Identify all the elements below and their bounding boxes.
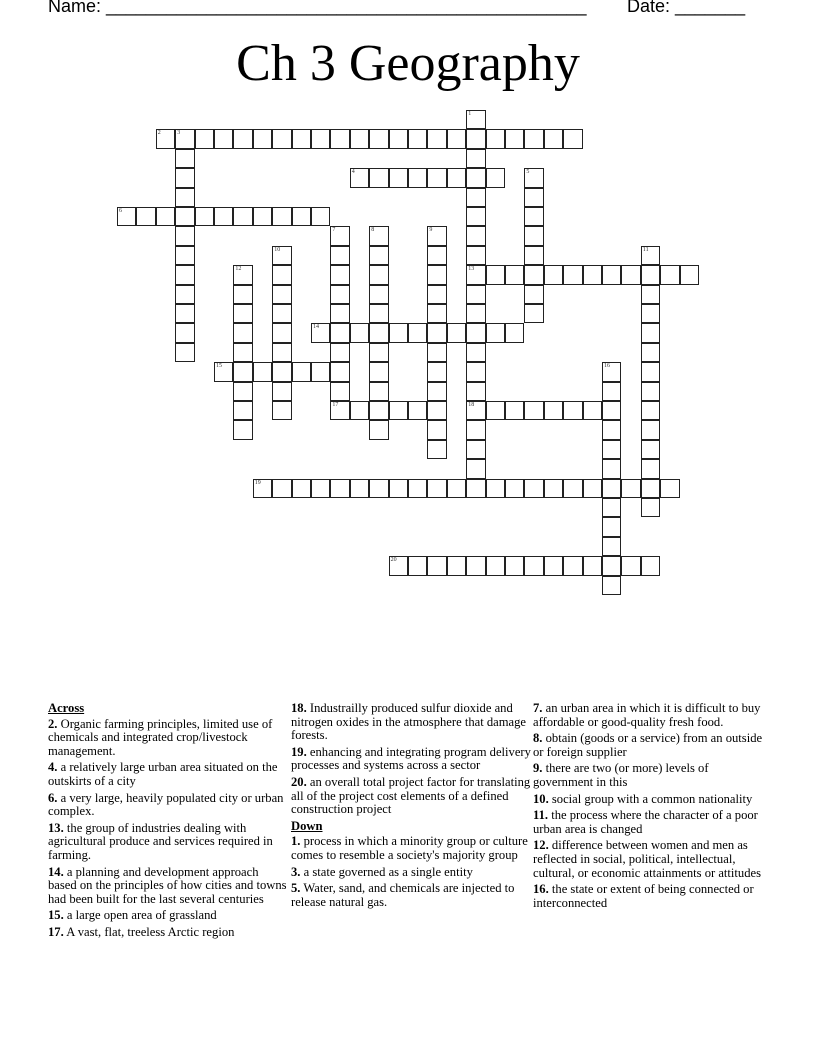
grid-cell[interactable] — [427, 265, 446, 284]
grid-cell[interactable] — [175, 226, 194, 245]
grid-cell[interactable] — [369, 401, 388, 420]
grid-cell[interactable] — [175, 304, 194, 323]
clue-across-17: 17. A vast, flat, treeless Arctic region — [48, 924, 235, 939]
grid-cell[interactable] — [214, 362, 233, 381]
clue-down-16: 16. the state or extent of being connected or interconnected — [533, 882, 754, 910]
grid-cell[interactable] — [156, 129, 175, 148]
grid-cell[interactable] — [466, 129, 485, 148]
grid-cell[interactable] — [253, 479, 272, 498]
grid-cell[interactable] — [311, 362, 330, 381]
grid-cell[interactable] — [505, 479, 524, 498]
grid-cell[interactable] — [466, 420, 485, 439]
clues-column-2 — [291, 702, 531, 912]
grid-cell[interactable] — [292, 207, 311, 226]
date-field[interactable]: Date: _______ — [627, 0, 746, 16]
grid-cell[interactable] — [175, 343, 194, 362]
grid-cell[interactable] — [272, 343, 291, 362]
grid-cell[interactable] — [389, 129, 408, 148]
grid-cell[interactable] — [427, 420, 446, 439]
grid-cell[interactable] — [466, 168, 485, 187]
clue-number: 7 — [332, 227, 336, 234]
grid-cell[interactable] — [544, 479, 563, 498]
grid-cell[interactable] — [350, 129, 369, 148]
grid-cell[interactable] — [447, 168, 466, 187]
grid-cell[interactable] — [602, 420, 621, 439]
grid-cell[interactable] — [427, 479, 446, 498]
grid-cell[interactable] — [175, 265, 194, 284]
grid-cell[interactable] — [641, 440, 660, 459]
grid-cell[interactable] — [447, 479, 466, 498]
grid-cell[interactable] — [466, 479, 485, 498]
grid-cell[interactable] — [292, 362, 311, 381]
grid-cell[interactable] — [272, 362, 291, 381]
grid-cell[interactable] — [466, 440, 485, 459]
grid-cell[interactable] — [583, 265, 602, 284]
grid-cell[interactable] — [524, 304, 543, 323]
across-heading: Across — [48, 701, 85, 715]
grid-cell[interactable] — [466, 459, 485, 478]
page-title: Ch 3 Geography — [236, 35, 580, 92]
clue-number: 15 — [216, 363, 222, 370]
grid-cell[interactable] — [505, 265, 524, 284]
grid-cell[interactable] — [369, 479, 388, 498]
grid-cell[interactable] — [272, 304, 291, 323]
grid-cell[interactable] — [175, 323, 194, 342]
grid-cell[interactable] — [427, 401, 446, 420]
grid-cell[interactable] — [272, 323, 291, 342]
grid-cell[interactable] — [233, 382, 252, 401]
clue-across-20: 20. an overall total project factor for translating all of the project cost elements of a defined construction project — [291, 774, 531, 817]
grid-cell[interactable] — [466, 265, 485, 284]
grid-cell[interactable] — [641, 323, 660, 342]
grid-cell[interactable] — [233, 129, 252, 148]
grid-cell[interactable] — [156, 207, 175, 226]
clue-number: 20 — [390, 557, 397, 564]
grid-cell[interactable] — [408, 129, 427, 148]
grid-cell[interactable] — [486, 401, 505, 420]
grid-cell[interactable] — [233, 285, 252, 304]
clue-across-14: 14. a planning and development approach based on the principles of how cities and towns had been built for the last several centuries — [48, 864, 287, 906]
grid-cell[interactable] — [427, 382, 446, 401]
clue-number: 9 — [429, 227, 433, 234]
grid-cell[interactable] — [427, 129, 446, 148]
clue-down-7: 7. an urban area in which it is difficult to buy affordable or good-quality fresh food. — [533, 701, 761, 729]
clue-number: 16 — [604, 363, 610, 370]
grid-cell[interactable] — [466, 556, 485, 575]
clue-number: 13 — [468, 266, 475, 273]
grid-cell[interactable] — [641, 401, 660, 420]
grid-cell[interactable] — [602, 382, 621, 401]
grid-cell[interactable] — [233, 420, 252, 439]
grid-cell[interactable] — [408, 323, 427, 342]
clue-down-9: 9. there are two (or more) levels of government in this — [533, 761, 709, 789]
grid-cell[interactable] — [350, 323, 369, 342]
grid-cell[interactable] — [311, 479, 330, 498]
clue-across-15: 15. a large open area of grassland — [48, 908, 217, 923]
grid-cell[interactable] — [680, 265, 699, 284]
grid-cell[interactable] — [369, 246, 388, 265]
clue-number: 8 — [371, 227, 375, 234]
grid-cell[interactable] — [486, 168, 505, 187]
grid-cell[interactable] — [505, 556, 524, 575]
grid-cell[interactable] — [466, 226, 485, 245]
grid-cell[interactable] — [583, 401, 602, 420]
grid-cell[interactable] — [330, 343, 349, 362]
clue-number: 4 — [351, 169, 355, 176]
grid-cell[interactable] — [641, 556, 660, 575]
grid-cell[interactable] — [233, 265, 252, 284]
grid-cell[interactable] — [427, 304, 446, 323]
grid-cell[interactable] — [175, 207, 194, 226]
grid-cell[interactable] — [272, 401, 291, 420]
grid-cell[interactable] — [136, 207, 155, 226]
grid-cell[interactable] — [486, 129, 505, 148]
grid-cell[interactable] — [563, 401, 582, 420]
grid-cell[interactable] — [389, 168, 408, 187]
grid-cell[interactable] — [427, 362, 446, 381]
clue-number: 1 — [468, 111, 472, 117]
grid-cell[interactable] — [369, 382, 388, 401]
clue-number: 2 — [157, 130, 161, 137]
grid-cell[interactable] — [311, 207, 330, 226]
grid-cell[interactable] — [466, 246, 485, 265]
clue-across-2: 2. Organic farming principles, limited use of chemicals and integrated crop/livestock management. — [48, 716, 273, 758]
grid-cell[interactable] — [466, 207, 485, 226]
clue-down-12: 12. difference between women and men as reflected in social, political, intellectual, cultural, or economic attainments or attitudes — [533, 838, 762, 880]
grid-cell[interactable] — [253, 362, 272, 381]
grid-cell[interactable] — [369, 265, 388, 284]
clue-across-13: 13. the group of industries dealing with agricultural produce and services required in farming. — [48, 820, 273, 862]
grid-cell[interactable] — [330, 246, 349, 265]
grid-cell[interactable] — [408, 556, 427, 575]
grid-cell[interactable] — [524, 479, 543, 498]
grid-cell[interactable] — [544, 556, 563, 575]
grid-cell[interactable] — [408, 401, 427, 420]
grid-cell[interactable] — [621, 556, 640, 575]
grid-cell[interactable] — [602, 459, 621, 478]
grid-cell[interactable] — [466, 323, 485, 342]
grid-cell[interactable] — [369, 420, 388, 439]
grid-cell[interactable] — [486, 323, 505, 342]
grid-cell[interactable] — [563, 479, 582, 498]
grid-cell[interactable] — [583, 556, 602, 575]
grid-cell[interactable] — [563, 556, 582, 575]
grid-cell[interactable] — [233, 401, 252, 420]
grid-cell[interactable] — [369, 362, 388, 381]
grid-cell[interactable] — [602, 479, 621, 498]
grid-cell[interactable] — [233, 304, 252, 323]
grid-cell[interactable] — [117, 207, 136, 226]
grid-cell[interactable] — [544, 265, 563, 284]
grid-cell[interactable] — [602, 517, 621, 536]
grid-cell[interactable] — [466, 382, 485, 401]
grid-cell[interactable] — [486, 265, 505, 284]
grid-cell[interactable] — [641, 265, 660, 284]
grid-cell[interactable] — [641, 343, 660, 362]
clue-down-8: 8. obtain (goods or a service) from an outside or foreign supplier — [533, 731, 763, 759]
grid-cell[interactable] — [602, 498, 621, 517]
clue-number: 17 — [332, 402, 339, 408]
grid-cell[interactable] — [427, 440, 446, 459]
grid-cell[interactable] — [369, 323, 388, 342]
grid-cell[interactable] — [447, 129, 466, 148]
grid-cell[interactable] — [330, 285, 349, 304]
grid-cell[interactable] — [447, 323, 466, 342]
grid-cell[interactable] — [544, 401, 563, 420]
grid-cell[interactable] — [563, 129, 582, 148]
grid-cell[interactable] — [447, 556, 466, 575]
clues-column-1 — [48, 702, 288, 943]
grid-cell[interactable] — [602, 265, 621, 284]
grid-cell[interactable] — [330, 362, 349, 381]
grid-cell[interactable] — [214, 207, 233, 226]
grid-cell[interactable] — [350, 168, 369, 187]
grid-cell[interactable] — [175, 168, 194, 187]
grid-cell[interactable] — [660, 265, 679, 284]
clue-number: 6 — [119, 208, 122, 214]
grid-cell[interactable] — [602, 401, 621, 420]
grid-cell[interactable] — [602, 362, 621, 381]
grid-cell[interactable] — [330, 401, 349, 420]
clue-down-3: 3. a state governed as a single entity — [291, 864, 473, 879]
clue-number: 10 — [274, 246, 281, 253]
grid-cell[interactable] — [621, 479, 640, 498]
grid-cell[interactable] — [486, 479, 505, 498]
clue-down-10: 10. social group with a common nationality — [533, 791, 753, 806]
grid-cell[interactable] — [330, 479, 349, 498]
clue-number: 18 — [468, 402, 475, 408]
grid-cell[interactable] — [466, 188, 485, 207]
grid-cell[interactable] — [389, 556, 408, 575]
grid-cell[interactable] — [466, 304, 485, 323]
grid-cell[interactable] — [330, 129, 349, 148]
grid-cell[interactable] — [524, 246, 543, 265]
grid-cell[interactable] — [505, 401, 524, 420]
grid-cell[interactable] — [369, 285, 388, 304]
grid-cell[interactable] — [175, 246, 194, 265]
clue-across-4: 4. a relatively large urban area situated on the outskirts of a city — [48, 760, 278, 788]
grid-cell[interactable] — [272, 265, 291, 284]
grid-cell[interactable] — [466, 362, 485, 381]
grid-cell[interactable] — [330, 304, 349, 323]
grid-cell[interactable] — [641, 362, 660, 381]
grid-cell[interactable] — [175, 149, 194, 168]
grid-cell[interactable] — [427, 323, 446, 342]
grid-cell[interactable] — [524, 285, 543, 304]
grid-cell[interactable] — [233, 343, 252, 362]
clue-down-11: 11. the process where the character of a poor urban area is changed — [533, 808, 758, 836]
grid-cell[interactable] — [389, 401, 408, 420]
clue-down-5: 5. Water, sand, and chemicals are injected to release natural gas. — [291, 881, 515, 909]
grid-cell[interactable] — [272, 246, 291, 265]
grid-cell[interactable] — [311, 129, 330, 148]
name-field[interactable]: Name: ________________________________________________ — [48, 0, 587, 16]
clue-across-19: 19. enhancing and integrating program delivery processes and systems across a sector — [291, 744, 531, 773]
grid-cell[interactable] — [369, 129, 388, 148]
grid-cell[interactable] — [602, 537, 621, 556]
clue-down-1: 1. process in which a minority group or culture comes to resemble a society's majority group — [291, 834, 528, 862]
grid-cell[interactable] — [602, 556, 621, 575]
grid-cell[interactable] — [563, 265, 582, 284]
grid-cell[interactable] — [505, 129, 524, 148]
grid-cell[interactable] — [524, 168, 543, 187]
grid-cell[interactable] — [524, 129, 543, 148]
grid-cell[interactable] — [427, 246, 446, 265]
grid-cell[interactable] — [641, 420, 660, 439]
grid-cell[interactable] — [524, 207, 543, 226]
grid-cell[interactable] — [195, 207, 214, 226]
grid-cell[interactable] — [311, 323, 330, 342]
grid-cell[interactable] — [369, 343, 388, 362]
grid-cell[interactable] — [602, 440, 621, 459]
down-heading: Down — [291, 818, 323, 833]
grid-cell[interactable] — [175, 285, 194, 304]
grid-cell[interactable] — [272, 479, 291, 498]
grid-cell[interactable] — [641, 498, 660, 517]
clue-number: 5 — [526, 169, 530, 176]
clue-number: 3 — [177, 130, 181, 137]
clue-across-6: 6. a very large, heavily populated city or urban complex. — [48, 790, 284, 819]
grid-cell[interactable] — [524, 556, 543, 575]
grid-cell[interactable] — [505, 323, 524, 342]
grid-cell[interactable] — [466, 149, 485, 168]
grid-cell[interactable] — [330, 323, 349, 342]
grid-cell[interactable] — [175, 188, 194, 207]
grid-cell[interactable] — [272, 129, 291, 148]
grid-cell[interactable] — [466, 343, 485, 362]
clue-number: 14 — [313, 324, 319, 331]
grid-cell[interactable] — [641, 285, 660, 304]
grid-cell[interactable] — [524, 188, 543, 207]
grid-cell[interactable] — [466, 285, 485, 304]
clue-number: 12 — [235, 266, 242, 273]
grid-cell[interactable] — [253, 129, 272, 148]
grid-cell[interactable] — [330, 382, 349, 401]
grid-cell[interactable] — [427, 168, 446, 187]
grid-cell[interactable] — [272, 285, 291, 304]
grid-cell[interactable] — [524, 401, 543, 420]
grid-cell[interactable] — [621, 265, 640, 284]
grid-cell[interactable] — [602, 576, 621, 595]
clue-number: 11 — [642, 246, 649, 253]
grid-cell[interactable] — [641, 382, 660, 401]
grid-cell[interactable] — [175, 129, 194, 148]
clue-number: 19 — [254, 479, 261, 486]
grid-cell[interactable] — [350, 401, 369, 420]
grid-cell[interactable] — [544, 129, 563, 148]
grid-cell[interactable] — [408, 168, 427, 187]
grid-cell[interactable] — [272, 207, 291, 226]
grid-cell[interactable] — [233, 362, 252, 381]
grid-cell[interactable] — [427, 343, 446, 362]
grid-cell[interactable] — [641, 459, 660, 478]
grid-cell[interactable] — [369, 226, 388, 245]
grid-cell[interactable] — [389, 323, 408, 342]
grid-cell[interactable] — [253, 207, 272, 226]
grid-cell[interactable] — [292, 129, 311, 148]
grid-cell[interactable] — [660, 479, 679, 498]
grid-cell[interactable] — [524, 265, 543, 284]
grid-cell[interactable] — [272, 382, 291, 401]
grid-cell[interactable] — [427, 556, 446, 575]
grid-cell[interactable] — [350, 479, 369, 498]
grid-cell[interactable] — [427, 226, 446, 245]
grid-cell[interactable] — [641, 304, 660, 323]
grid-cell[interactable] — [641, 479, 660, 498]
grid-cell[interactable] — [233, 207, 252, 226]
grid-cell[interactable] — [641, 246, 660, 265]
grid-cell[interactable] — [486, 556, 505, 575]
grid-cell[interactable] — [427, 285, 446, 304]
grid-cell[interactable] — [330, 265, 349, 284]
grid-cell[interactable] — [466, 110, 485, 129]
grid-cell[interactable] — [214, 129, 233, 148]
grid-cell[interactable] — [369, 304, 388, 323]
grid-cell[interactable] — [466, 401, 485, 420]
grid-cell[interactable] — [233, 323, 252, 342]
grid-cell[interactable] — [195, 129, 214, 148]
clues-column-3 — [533, 702, 768, 913]
grid-cell[interactable] — [389, 479, 408, 498]
clue-across-18: 18. Industrailly produced sulfur dioxide and nitrogen oxides in the atmosphere that damage forests. — [291, 701, 527, 743]
grid-cell[interactable] — [369, 168, 388, 187]
grid-cell[interactable] — [330, 226, 349, 245]
grid-cell[interactable] — [292, 479, 311, 498]
grid-cell[interactable] — [408, 479, 427, 498]
grid-cell[interactable] — [583, 479, 602, 498]
grid-cell[interactable] — [524, 226, 543, 245]
